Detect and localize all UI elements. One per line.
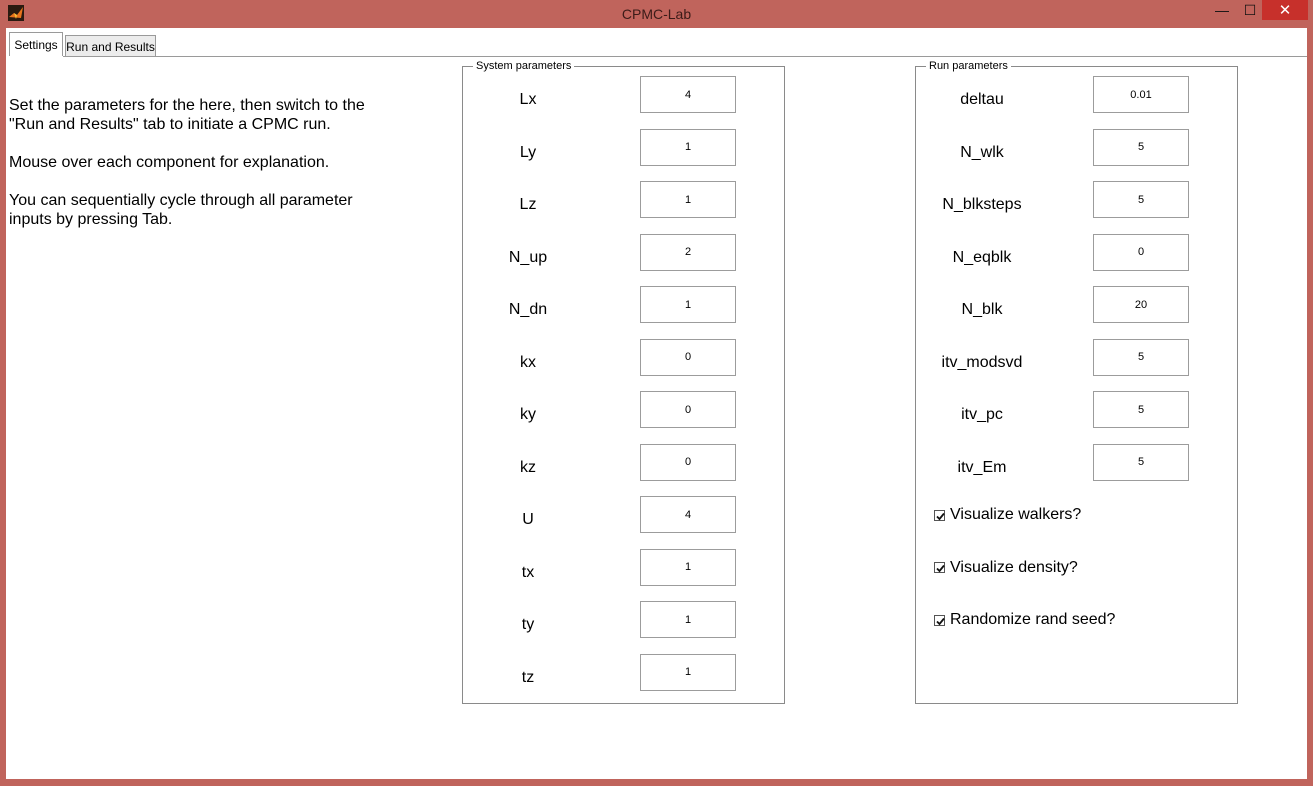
label-ty: ty <box>521 616 535 633</box>
input-n-eqblk[interactable] <box>1093 234 1189 271</box>
label-n-dn: N_dn <box>508 301 548 318</box>
checkbox-box[interactable] <box>934 562 945 573</box>
checkbox-box[interactable] <box>934 510 945 521</box>
label-itv-modsvd: itv_modsvd <box>941 353 1023 371</box>
label-kx: kx <box>520 353 536 371</box>
input-kz[interactable] <box>640 444 736 481</box>
input-tx[interactable] <box>640 549 736 586</box>
tab-divider <box>63 56 1307 57</box>
checkbox-randomize-rand-seed[interactable] <box>934 611 1115 629</box>
label-u: U <box>522 511 534 528</box>
label-tx: tx <box>521 563 535 581</box>
input-n-dn[interactable] <box>640 286 736 323</box>
intro-text-2: "Run and Results" tab to initiate a CPMC run. <box>9 116 331 133</box>
input-deltau[interactable] <box>1093 76 1189 113</box>
label-ly: Ly <box>519 143 537 161</box>
window-client-area <box>6 28 1307 779</box>
input-n-wlk[interactable] <box>1093 129 1189 166</box>
title-bar <box>0 0 1313 28</box>
input-n-up[interactable] <box>640 234 736 271</box>
input-n-blk[interactable] <box>1093 286 1189 323</box>
label-lz: Lz <box>519 196 537 213</box>
run-parameters-title: Run parameters <box>926 60 1011 72</box>
label-n-blk: N_blk <box>961 301 1003 318</box>
label-tz: tz <box>521 668 535 686</box>
tab-run-and-results[interactable]: Run and Results <box>65 35 156 57</box>
label-lx: Lx <box>519 91 537 108</box>
label-itv-em: itv_Em <box>957 458 1007 476</box>
input-n-blksteps[interactable] <box>1093 181 1189 218</box>
checkbox-label: Visualize walkers? <box>950 506 1082 523</box>
input-tz[interactable] <box>640 654 736 691</box>
input-ly[interactable] <box>640 129 736 166</box>
label-n-eqblk: N_eqblk <box>952 248 1012 266</box>
input-u[interactable] <box>640 496 736 533</box>
checkbox-visualize-walkers[interactable] <box>934 506 1081 524</box>
intro-text-4: You can sequentially cycle through all parameter <box>9 192 353 209</box>
system-parameters-group <box>462 60 785 704</box>
check-icon <box>935 511 946 522</box>
label-n-wlk: N_wlk <box>960 143 1004 161</box>
intro-text-3: Mouse over each component for explanation. <box>9 154 330 171</box>
maximize-button[interactable]: ☐ <box>1243 1 1257 18</box>
intro-text-5: inputs by pressing Tab. <box>9 211 173 228</box>
input-kx[interactable] <box>640 339 736 376</box>
input-itv-em[interactable] <box>1093 444 1189 481</box>
system-parameters-title: System parameters <box>473 60 574 72</box>
input-ky[interactable] <box>640 391 736 428</box>
checkbox-label: Visualize density? <box>950 558 1078 576</box>
input-lx[interactable] <box>640 76 736 113</box>
input-lz[interactable] <box>640 181 736 218</box>
close-button[interactable]: ✕ <box>1262 0 1308 20</box>
label-n-up: N_up <box>508 248 548 266</box>
check-icon <box>935 616 946 627</box>
window-title: CPMC-Lab <box>621 6 692 22</box>
label-kz: kz <box>520 458 536 476</box>
label-itv-pc: itv_pc <box>961 406 1003 423</box>
label-ky: ky <box>520 406 536 423</box>
checkbox-box[interactable] <box>934 615 945 626</box>
input-itv-pc[interactable] <box>1093 391 1189 428</box>
tab-settings[interactable]: Settings <box>9 32 63 56</box>
run-parameters-group <box>915 60 1238 704</box>
intro-text-1: Set the parameters for the here, then switch to the <box>9 97 365 114</box>
label-n-blksteps: N_blksteps <box>942 196 1022 213</box>
minimize-button[interactable]: — <box>1215 2 1229 18</box>
check-icon <box>935 563 946 574</box>
input-itv-modsvd[interactable] <box>1093 339 1189 376</box>
checkbox-label: Randomize rand seed? <box>950 611 1116 628</box>
checkbox-visualize-density[interactable] <box>934 559 1078 577</box>
label-deltau: deltau <box>960 91 1004 108</box>
input-ty[interactable] <box>640 601 736 638</box>
